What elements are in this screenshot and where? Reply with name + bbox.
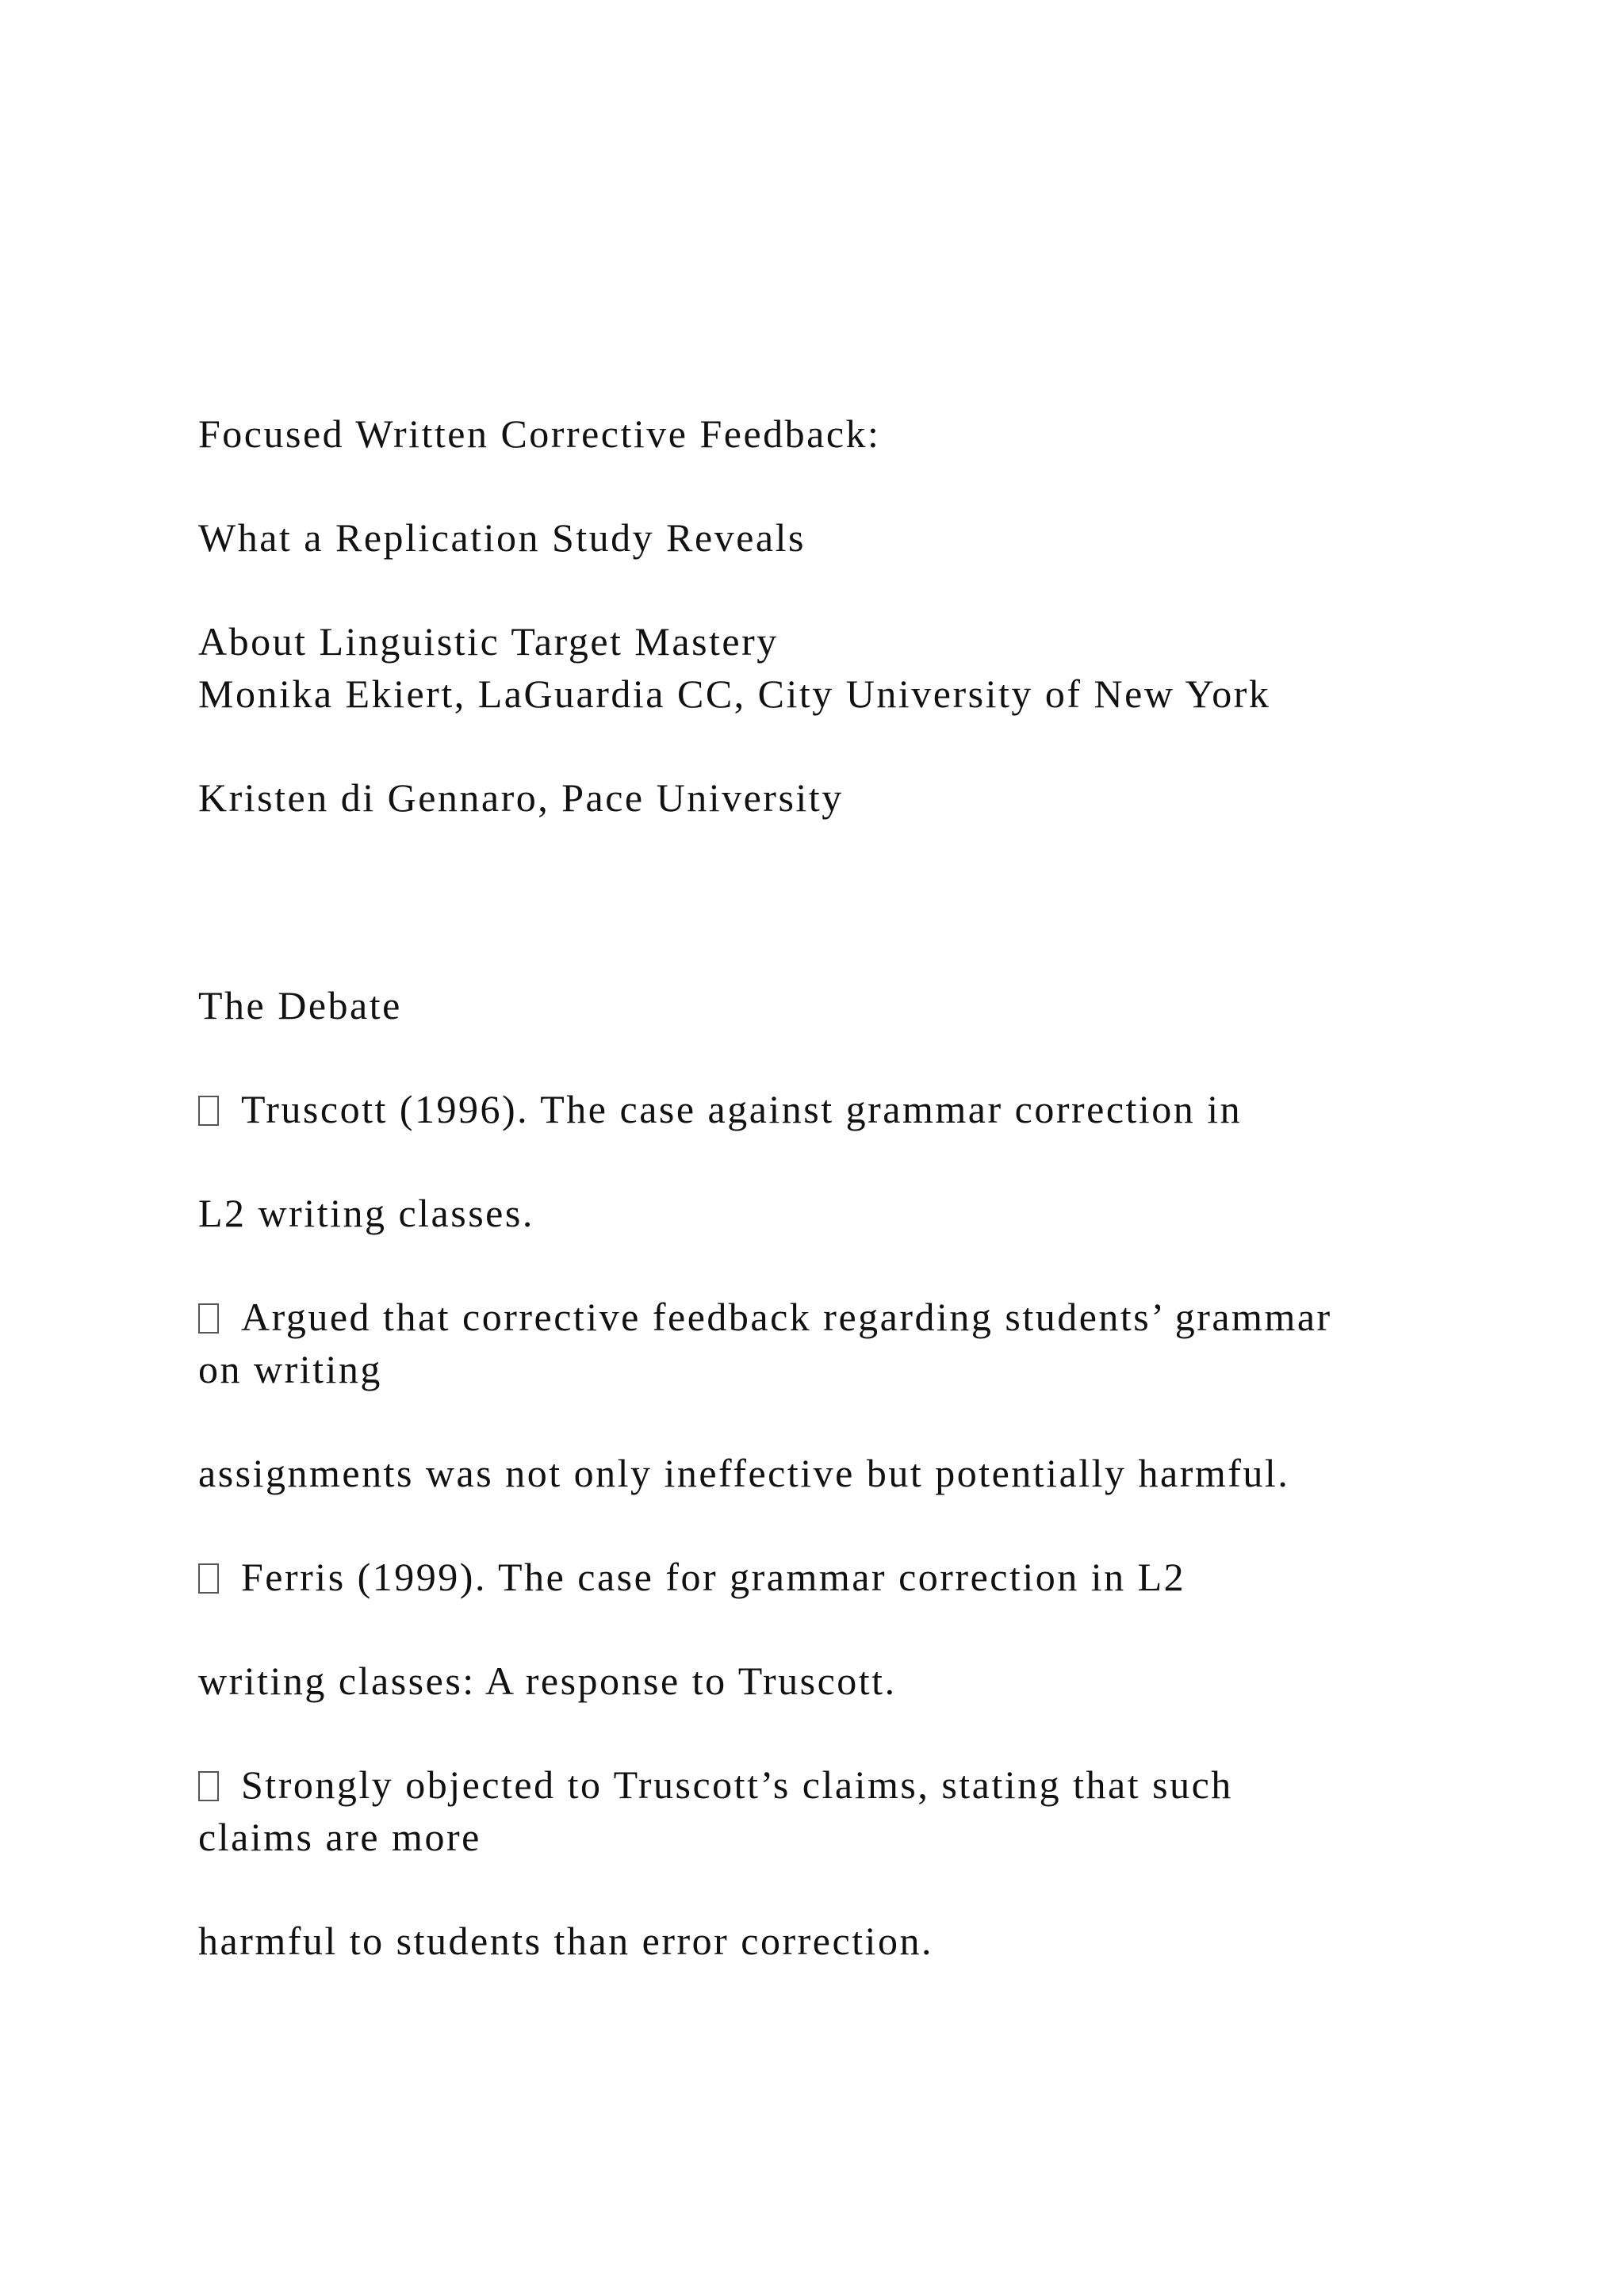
bullet-item-4-line-2: harmful to students than error correction. bbox=[198, 1919, 933, 1963]
bullet-item-2-text: Argued that corrective feedback regarding students’ grammar bbox=[241, 1295, 1332, 1339]
missing-glyph-icon bbox=[198, 1563, 219, 1594]
missing-glyph-icon bbox=[198, 1096, 219, 1126]
bullet-item-1-line-1 bbox=[198, 1089, 1242, 1129]
bullet-item-4-text: Strongly objected to Truscott’s claims, stating that such bbox=[241, 1762, 1233, 1807]
title-line-3: About Linguistic Target Mastery bbox=[198, 619, 779, 664]
bullet-item-1-text: Truscott (1996). The case against grammar correction in bbox=[241, 1087, 1243, 1131]
bullet-item-2-line-2: assignments was not only ineffective but potentially harmful. bbox=[198, 1451, 1290, 1495]
title-line-2: What a Replication Study Reveals bbox=[198, 515, 806, 560]
bullet-item-4-line-1b: claims are more bbox=[198, 1815, 481, 1859]
section-heading: The Debate bbox=[198, 983, 402, 1027]
missing-glyph-icon bbox=[198, 1303, 219, 1334]
bullet-item-2-line-1b: on writing bbox=[198, 1347, 382, 1391]
author-1: Monika Ekiert, LaGuardia CC, City University of New York bbox=[198, 672, 1271, 716]
title-line-1: Focused Written Corrective Feedback: bbox=[198, 411, 881, 456]
author-2: Kristen di Gennaro, Pace University bbox=[198, 775, 844, 820]
bullet-item-2-line-1 bbox=[198, 1297, 1332, 1337]
missing-glyph-icon bbox=[198, 1771, 219, 1801]
bullet-item-3-line-1 bbox=[198, 1557, 1185, 1597]
bullet-item-3-text: Ferris (1999). The case for grammar correction in L2 bbox=[241, 1555, 1186, 1599]
bullet-item-3-line-2: writing classes: A response to Truscott. bbox=[198, 1659, 897, 1703]
bullet-item-1-line-2: L2 writing classes. bbox=[198, 1191, 534, 1235]
bullet-item-4-line-1 bbox=[198, 1762, 1233, 1807]
